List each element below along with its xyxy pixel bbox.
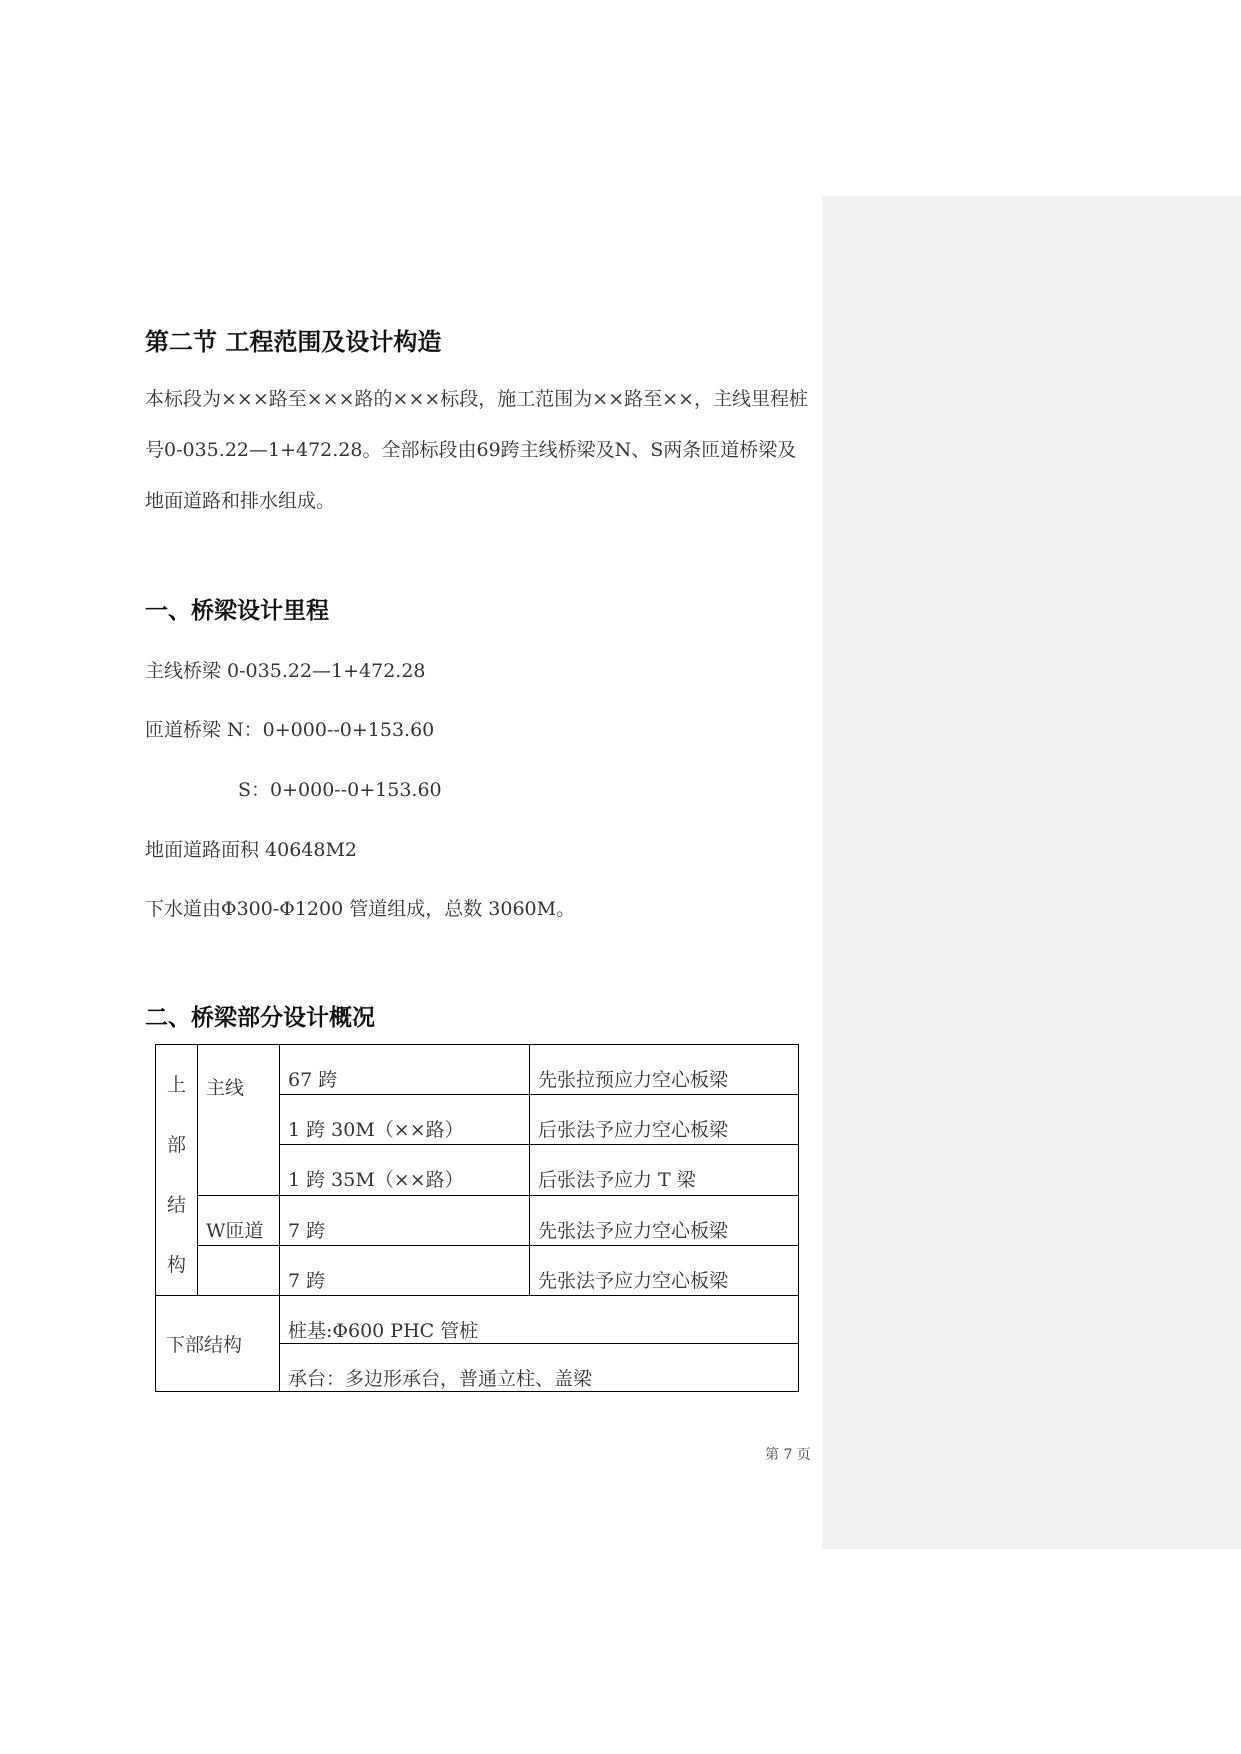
type-cell: 先张法予应力空心板梁 [530, 1195, 799, 1245]
w-ramp-label: W匝道 [198, 1195, 280, 1245]
lower-structure-cell: 承台：多边形承台，普通立柱、盖梁 [280, 1344, 799, 1392]
overview-heading: 二、桥梁部分设计概况 [145, 1005, 375, 1031]
comment-margin-pane [822, 196, 1241, 1549]
type-cell: 后张法予应力空心板梁 [530, 1095, 799, 1145]
design-overview-table [155, 1044, 799, 1392]
span-cell: 7 跨 [280, 1195, 530, 1245]
clipped-ramp-label [198, 1245, 280, 1295]
type-cell: 后张法予应力 T 梁 [530, 1145, 799, 1195]
ramp-s-mileage: S：0+000--0+153.60 [238, 779, 442, 801]
type-cell: 先张拉预应力空心板梁 [530, 1045, 799, 1095]
span-cell: 7 跨 [280, 1245, 530, 1295]
upper-structure-label: 上 部 结 构 [156, 1045, 198, 1296]
span-cell: 1 跨 30M（××路） [280, 1095, 530, 1145]
lower-structure-label: 下部结构 [156, 1296, 280, 1392]
road-area: 地面道路面积 40648M2 [145, 839, 358, 861]
section-title: 第二节 工程范围及设计构造 [145, 328, 442, 356]
mainline-label: 主线 [198, 1045, 280, 1196]
page-number: 第 7 页 [765, 1447, 811, 1463]
lower-structure-cell: 桩基:Φ600 PHC 管桩 [280, 1296, 799, 1344]
mainline-mileage: 主线桥梁 0-035.22—1+472.28 [145, 660, 426, 682]
span-cell: 1 跨 35M（××路） [280, 1145, 530, 1195]
type-cell: 先张法予应力空心板梁 [530, 1245, 799, 1295]
intro-paragraph: 本标段为×××路至×××路的×××标段，施工范围为××路至××，主线里程桩号0-035.22—1+472.28。全部标段由69跨主线桥梁及N、S两条匝道桥梁及地面道路和排水组成。 [145, 388, 808, 512]
span-cell: 67 跨 [280, 1045, 530, 1095]
sewer-info: 下水道由Φ300-Φ1200 管道组成，总数 3060M。 [145, 898, 576, 920]
ramp-n-mileage: 匝道桥梁 N：0+000--0+153.60 [145, 719, 435, 741]
mileage-heading: 一、桥梁设计里程 [145, 598, 329, 624]
